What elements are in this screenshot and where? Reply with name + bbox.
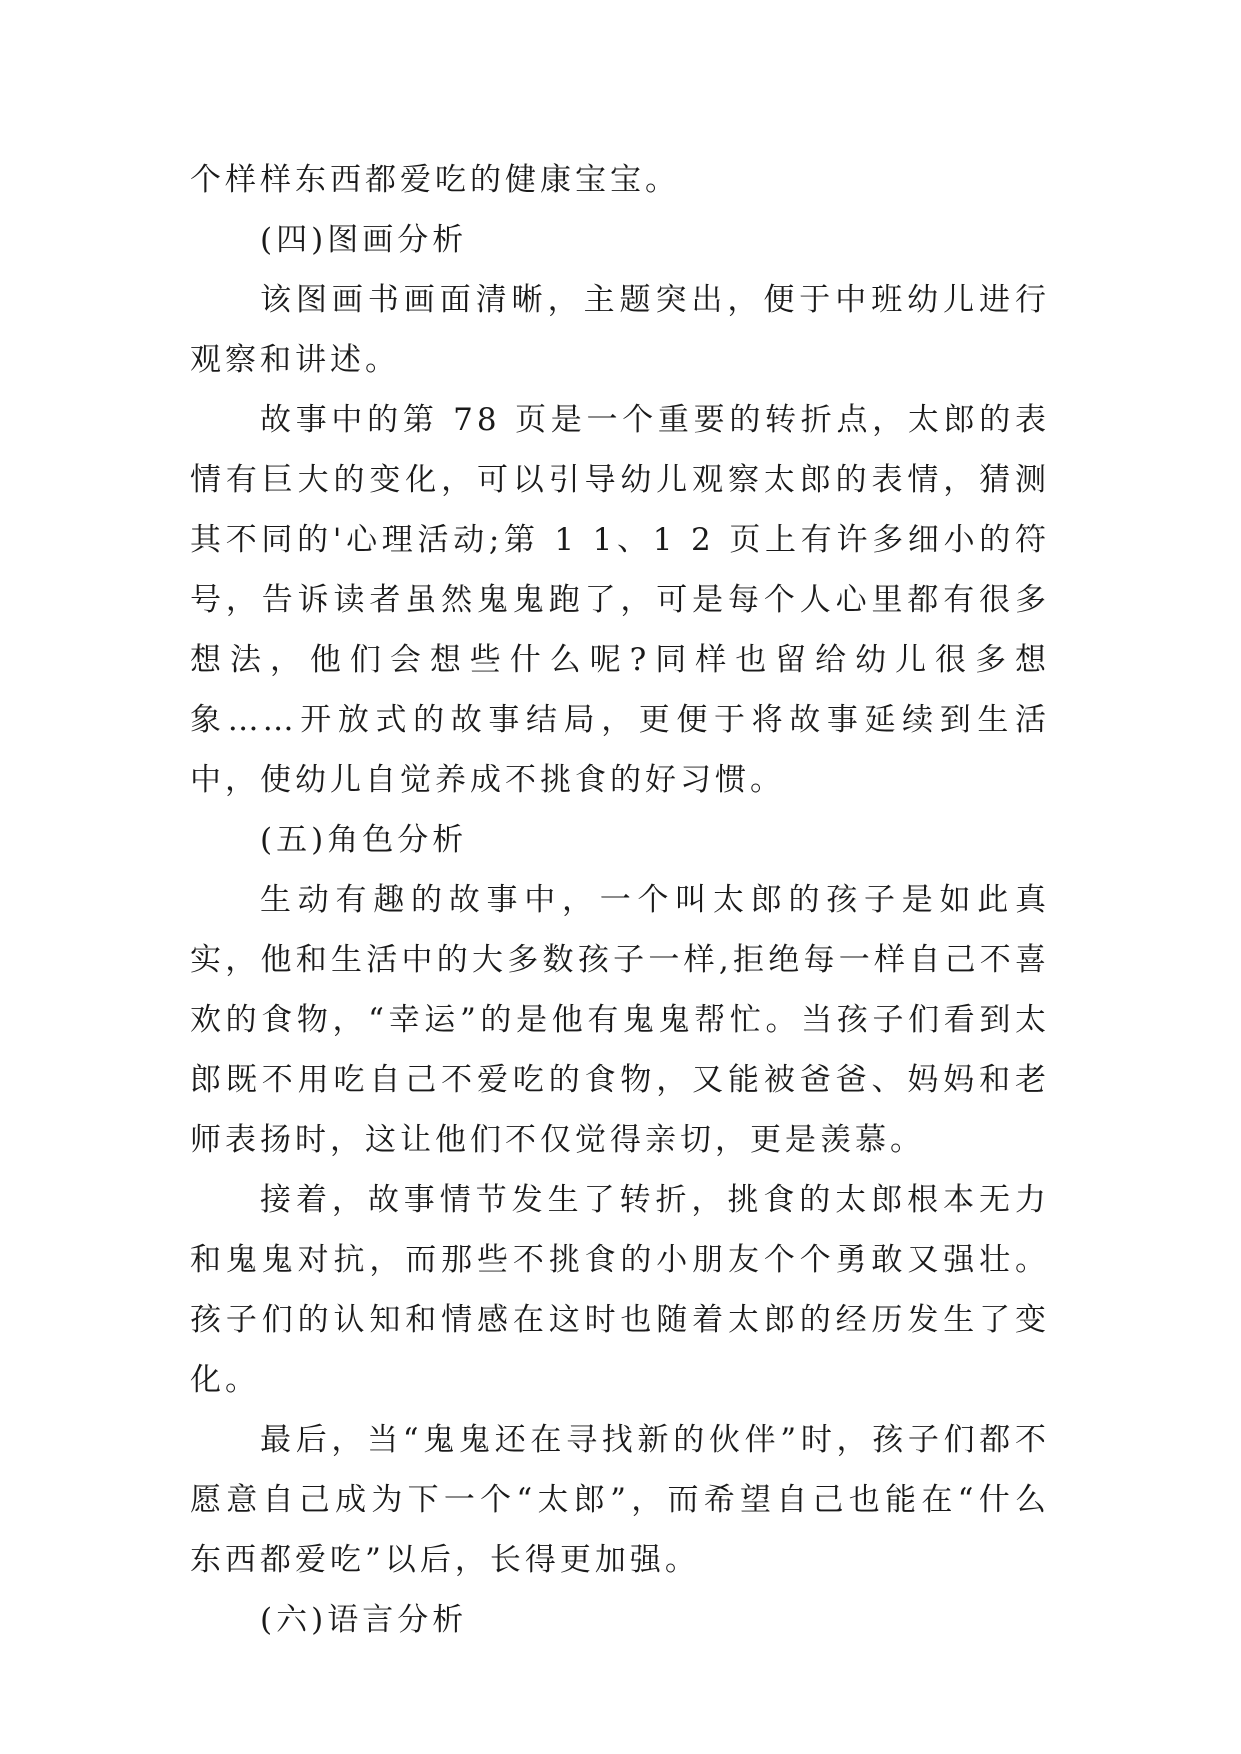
- section-heading-picture-analysis: (四)图画分析: [260, 222, 468, 258]
- section-heading-character-analysis: (五)角色分析: [260, 822, 468, 858]
- paragraph-picture-overview: 该图画书画面清晰，主题突出，便于中班幼儿进行观察和讲述。: [190, 282, 1050, 378]
- document-body: [190, 150, 1050, 1650]
- section-heading-language-analysis: (六)语言分析: [260, 1602, 468, 1638]
- paragraph-picture-turning-point: 故事中的第 78 页是一个重要的转折点，太郎的表情有巨大的变化，可以引导幼儿观察太郎的表情，猜测其不同的'心理活动;第 1 1、1 2 页上有许多细小的符号，告诉读者虽然鬼鬼跑了，可是每个人心里都有很多想法，他们会想些什么呢?同样也留给幼儿很多想象……开放式的故事结局，更便于将故事延续到生活中，使幼儿自觉养成不挑食的好习惯。: [190, 402, 1050, 798]
- paragraph-character-intro: 生动有趣的故事中，一个叫太郎的孩子是如此真实，他和生活中的大多数孩子一样,拒绝每一样自己不喜欢的食物，“幸运”的是他有鬼鬼帮忙。当孩子们看到太郎既不用吃自己不爱吃的食物，又能被爸爸、妈妈和老师表扬时，这让他们不仅觉得亲切，更是羡慕。: [190, 882, 1050, 1158]
- paragraph-continuation: 个样样东西都爱吃的健康宝宝。: [190, 162, 680, 198]
- paragraph-character-ending: 最后，当“鬼鬼还在寻找新的伙伴”时，孩子们都不愿意自己成为下一个“太郎”，而希望自己也能在“什么东西都爱吃”以后，长得更加强。: [190, 1422, 1050, 1578]
- paragraph-character-turn: 接着，故事情节发生了转折，挑食的太郎根本无力和鬼鬼对抗，而那些不挑食的小朋友个个勇敢又强壮。孩子们的认知和情感在这时也随着太郎的经历发生了变化。: [190, 1182, 1050, 1398]
